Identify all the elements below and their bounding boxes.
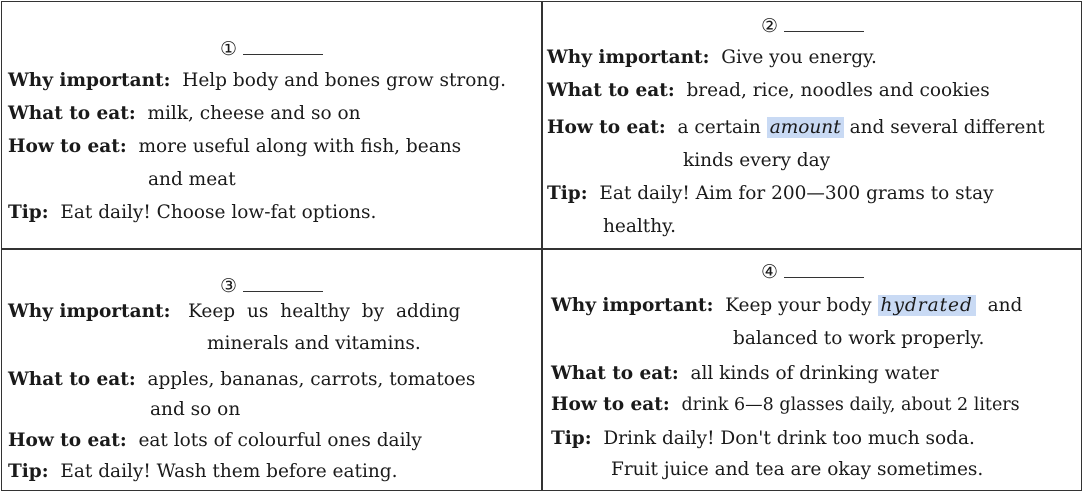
tip-line: Tip: Eat daily! Choose low-fat options. [8,202,377,223]
tip-line: Tip: Eat daily! Wash them before eating. [8,461,398,482]
why-important-continuation: balanced to work properly. [733,328,985,349]
why-important-continuation: minerals and vitamins. [207,333,421,354]
how-to-eat-line: How to eat: eat lots of colourful ones daily [8,430,422,451]
cell-number [2,272,541,301]
what-to-eat-line: What to eat: apples, bananas, carrots, tomatoes [8,369,476,390]
tip-line: Tip: Drink daily! Don't drink too much soda. [551,428,975,449]
how-to-eat-line: How to eat: a certain amount and several different [547,117,1045,138]
why-important-line: Why important: Help body and bones grow strong. [8,70,507,91]
tip-continuation: Fruit juice and tea are okay sometimes. [611,459,984,480]
number-label: ③ [219,275,238,297]
how-to-eat-continuation: and meat [148,169,236,190]
answer-blank[interactable] [784,259,864,278]
what-to-eat-line: What to eat: milk, cheese and so on [8,103,361,124]
what-to-eat-continuation: and so on [150,399,241,420]
tip-line: Tip: Eat daily! Aim for 200—300 grams to stay [547,183,994,204]
cell-4 [543,250,1082,492]
answer-blank[interactable] [243,36,323,55]
answer-blank[interactable] [784,13,864,32]
answer-blank[interactable] [243,273,323,292]
how-to-eat-line: How to eat: drink 6—8 glasses daily, about 2 liters [551,394,1020,415]
cell-3 [2,250,541,492]
highlighted-word: hydrated [878,295,976,316]
how-to-eat-continuation: kinds every day [683,150,831,171]
why-important-line: Why important: Give you energy. [547,47,877,68]
cell-number [543,258,1082,287]
cell-number [543,12,1082,41]
number-label: ④ [760,261,779,283]
what-to-eat-line: What to eat: all kinds of drinking water [551,363,939,384]
highlighted-word: amount [767,117,844,138]
food-groups-table [1,1,1082,491]
how-to-eat-line: How to eat: more useful along with fish, beans [8,136,462,157]
number-label: ① [219,38,238,60]
number-label: ② [760,15,779,37]
what-to-eat-line: What to eat: bread, rice, noodles and cookies [547,80,990,101]
why-important-line: Why important: Keep us healthy by adding [8,301,461,322]
tip-continuation: healthy. [603,216,677,237]
cell-1 [2,2,541,248]
cell-2 [543,2,1082,248]
why-important-line: Why important: Keep your body hydrated and [551,295,1023,316]
cell-number [2,35,541,64]
